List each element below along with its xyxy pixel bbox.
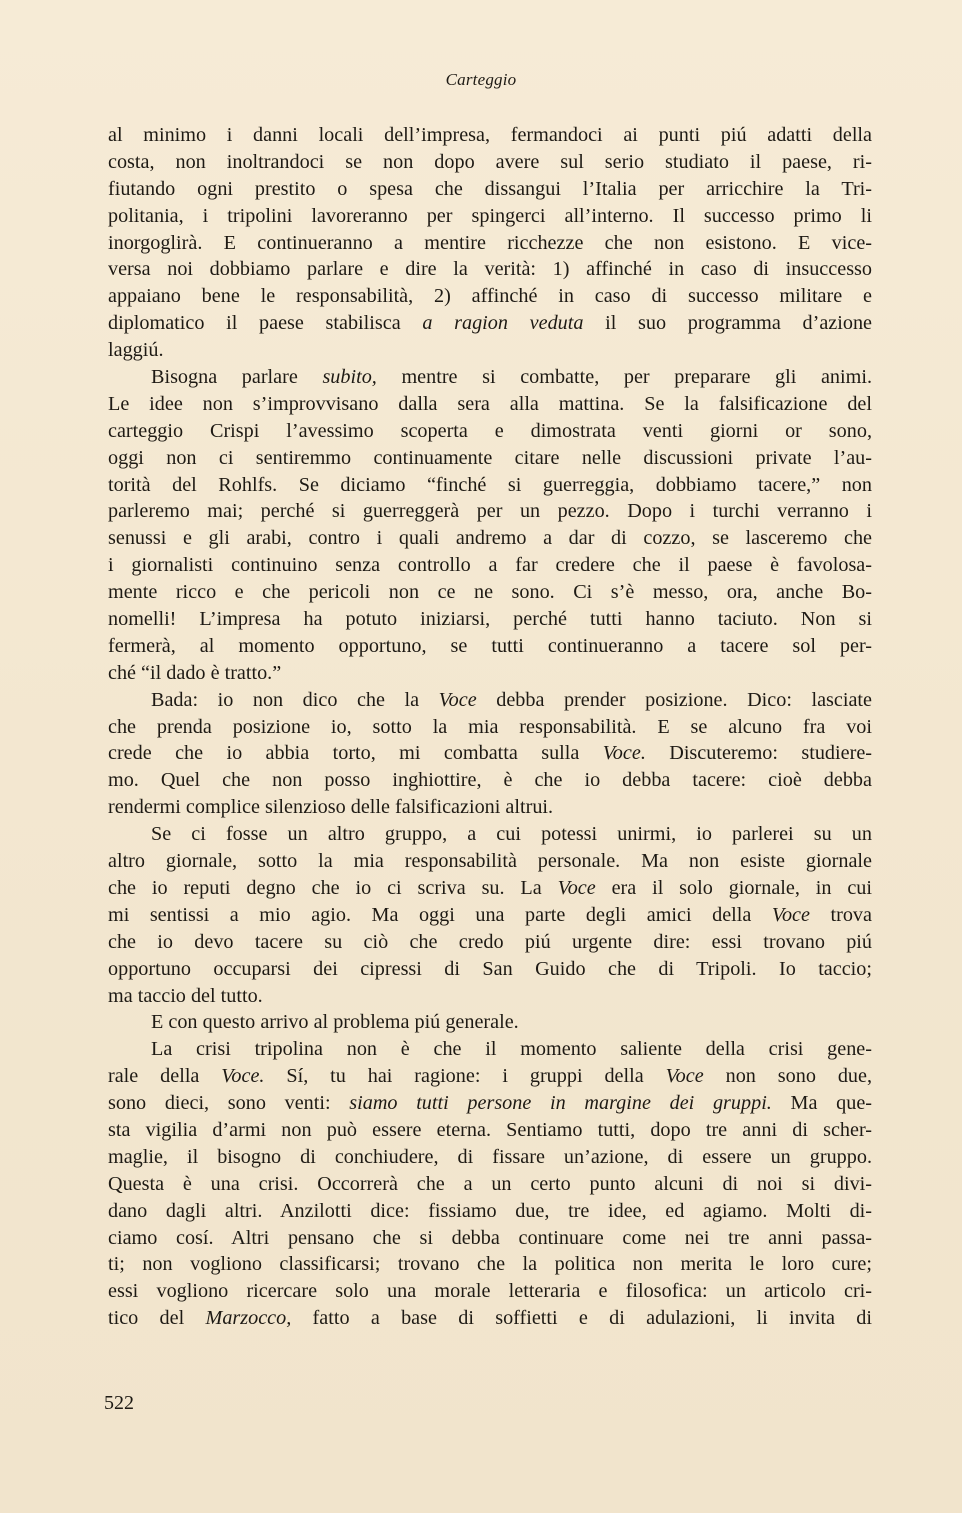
- text-segment: diplomatico il paese stabilisca: [108, 312, 423, 335]
- text-line: [108, 283, 872, 310]
- text-segment: che prenda posizione io, sotto la mia responsabilità. E se alcuno fra voi: [108, 715, 872, 738]
- text-line: [108, 391, 872, 418]
- text-segment: mente ricco e che pericoli non ce ne sono. Ci s’è messo, ora, anche Bo-: [108, 581, 872, 604]
- text-line: [108, 579, 872, 606]
- text-line: [108, 606, 872, 633]
- text-segment: fatto a base di soffietti e di adulazioni, li invita di: [291, 1307, 872, 1330]
- text-line: [108, 310, 872, 337]
- text-segment: Ma que-: [771, 1092, 873, 1115]
- text-segment: ciamo cosí. Altri pensano che si debba continuare come nei tre anni passa-: [108, 1226, 872, 1249]
- text-segment: costa, non inoltrandoci se non dopo avere sul serio studiato il paese, ri-: [108, 150, 872, 173]
- text-line: [108, 1225, 872, 1252]
- text-line: [108, 1063, 872, 1090]
- text-line: [108, 1036, 872, 1063]
- text-segment: ma taccio del tutto.: [108, 984, 263, 1007]
- text-segment: il suo programma d’azione: [583, 312, 873, 335]
- text-segment: che io devo tacere su ciò che credo piú urgente dire: essi trovano piú: [108, 930, 872, 953]
- text-segment: rendermi complice silenzioso delle falsificazioni altrui.: [108, 796, 554, 819]
- running-head: Carteggio: [445, 70, 517, 89]
- text-segment: mentre si combatte, per preparare gli animi.: [376, 366, 872, 389]
- text-segment: rale della: [108, 1065, 222, 1088]
- text-line: [108, 149, 872, 176]
- text-segment: Le idee non s’improvvisano dalla sera alla mattina. Se la falsificazione del: [108, 392, 872, 415]
- text-segment: debba prender posizione. Dico: lasciate: [476, 688, 872, 711]
- text-segment: carteggio Crispi l’avessimo scoperta e dimostrata venti giorni or sono,: [108, 419, 872, 442]
- text-line: [108, 364, 872, 391]
- italic-text: siamo tutti persone in margine dei gruppi.: [349, 1092, 772, 1115]
- text-line: [108, 956, 872, 983]
- text-line: [108, 472, 872, 499]
- text-segment: crede che io abbia torto, mi combatta sulla: [108, 742, 603, 765]
- text-segment: ché “il dado è tratto.”: [108, 661, 282, 684]
- text-segment: altro giornale, sotto la mia responsabilità personale. Ma non esiste giornale: [108, 850, 872, 873]
- text-line: [108, 794, 872, 821]
- text-line: [108, 1144, 872, 1171]
- text-line: [108, 660, 872, 687]
- text-line: [108, 256, 872, 283]
- text-line: [108, 1009, 872, 1036]
- text-segment: laggiú.: [108, 339, 164, 362]
- text-segment: mi sentissi a mio agio. Ma oggi una parte degli amici della: [108, 903, 772, 926]
- text-segment: inorgoglirà. E continueranno a mentire ricchezze che non esistono. E vice-: [108, 231, 872, 254]
- text-segment: La crisi tripolina non è che il momento saliente della crisi gene-: [151, 1038, 872, 1061]
- text-segment: mo. Quel che non posso inghiottire, è che io debba tacere: cioè debba: [108, 769, 872, 792]
- italic-text: subito,: [322, 366, 377, 389]
- body-text: [108, 122, 872, 1332]
- text-line: [108, 498, 872, 525]
- text-line: [108, 714, 872, 741]
- text-line: [108, 203, 872, 230]
- text-segment: parleremo mai; perché si guerreggerà per un pezzo. Dopo i turchi verranno i: [108, 500, 872, 523]
- text-segment: senussi e gli arabi, contro i quali andremo a dar di cozzo, se lasceremo che: [108, 527, 872, 550]
- text-line: [108, 337, 872, 364]
- text-segment: Bada: io non dico che la: [151, 688, 439, 711]
- text-segment: E con questo arrivo al problema piú generale.: [151, 1011, 519, 1034]
- page-number: 522: [104, 1392, 134, 1414]
- text-segment: trova: [809, 903, 872, 926]
- italic-text: a ragion veduta: [422, 312, 584, 335]
- text-segment: fiutando ogni prestito o spesa che dissangui l’Italia per arricchire la Tri-: [108, 177, 872, 200]
- italic-text: Voce: [771, 903, 810, 926]
- italic-text: Voce.: [602, 742, 646, 765]
- text-line: [108, 740, 872, 767]
- text-segment: maglie, il bisogno di conchiudere, di fissare un’azione, di essere un gruppo.: [108, 1145, 872, 1168]
- text-segment: non sono due,: [703, 1065, 873, 1088]
- text-line: [108, 230, 872, 257]
- text-line: [108, 418, 872, 445]
- text-line: [108, 902, 872, 929]
- text-line: [108, 687, 872, 714]
- text-line: [108, 1171, 872, 1198]
- text-line: [108, 875, 872, 902]
- text-line: [108, 552, 872, 579]
- text-line: [108, 1090, 872, 1117]
- text-segment: essi vogliono ricercare solo una morale letteraria e filosofica: un articolo cri-: [108, 1280, 872, 1303]
- text-segment: tico del: [108, 1307, 206, 1330]
- text-segment: Se ci fosse un altro gruppo, a cui potessi unirmi, io parlerei su un: [151, 823, 872, 846]
- text-segment: versa noi dobbiamo parlare e dire la verità: 1) affinché in caso di insuccesso: [108, 258, 872, 281]
- text-segment: che io reputi degno che io ci scriva su. La: [108, 876, 558, 899]
- text-segment: nomelli! L’impresa ha potuto iniziarsi, perché tutti hanno taciuto. Non si: [108, 608, 872, 631]
- text-line: [108, 525, 872, 552]
- italic-text: Voce: [438, 688, 477, 711]
- text-line: [108, 929, 872, 956]
- text-line: [108, 767, 872, 794]
- text-segment: sta vigilia d’armi non può essere eterna. Sentiamo tutti, dopo tre anni di scher-: [108, 1118, 872, 1141]
- text-segment: i giornalisti continuino senza controllo a far credere che il paese è favolosa-: [108, 554, 872, 577]
- italic-text: Marzocco,: [205, 1307, 292, 1330]
- text-line: [108, 1251, 872, 1278]
- text-segment: fermerà, al momento opportuno, se tutti continueranno a tacere sol per-: [108, 634, 872, 657]
- text-line: [108, 1198, 872, 1225]
- text-segment: sono dieci, sono venti:: [108, 1092, 350, 1115]
- text-line: [108, 821, 872, 848]
- text-segment: torità del Rohlfs. Se diciamo “finché si guerreggia, dobbiamo tacere,” non: [108, 473, 872, 496]
- text-line: [108, 983, 872, 1010]
- text-segment: Questa è una crisi. Occorrerà che a un certo punto alcuni di noi si divi-: [108, 1172, 872, 1195]
- text-segment: al minimo i danni locali dell’impresa, fermandoci ai punti piú adatti della: [108, 124, 872, 146]
- text-segment: era il solo giornale, in cui: [595, 876, 872, 899]
- text-line: [108, 1278, 872, 1305]
- text-line: [108, 1305, 872, 1332]
- text-segment: Discuteremo: studiere-: [645, 742, 872, 765]
- text-segment: Bisogna parlare: [151, 366, 323, 389]
- text-segment: opportuno occuparsi dei cipressi di San Guido che di Tripoli. Io taccio;: [108, 957, 872, 980]
- text-line: [108, 445, 872, 472]
- text-segment: dano dagli altri. Anzilotti dice: fissiamo due, tre idee, ed agiamo. Molti di-: [108, 1199, 872, 1222]
- text-line: [108, 122, 872, 149]
- text-segment: appaiano bene le responsabilità, 2) affinché in caso di successo militare e: [108, 285, 872, 308]
- text-line: [108, 176, 872, 203]
- italic-text: Voce.: [221, 1065, 265, 1088]
- text-line: [108, 633, 872, 660]
- text-line: [108, 1117, 872, 1144]
- text-segment: politania, i tripolini lavoreranno per spingerci all’interno. Il successo primo li: [108, 204, 872, 227]
- italic-text: Voce: [557, 876, 596, 899]
- text-line: [108, 848, 872, 875]
- text-segment: ti; non vogliono classificarsi; trovano che la politica non merita le loro cure;: [108, 1253, 872, 1276]
- text-segment: oggi non ci sentiremmo continuamente citare nelle discussioni private l’au-: [108, 446, 872, 469]
- italic-text: Voce: [665, 1065, 704, 1088]
- text-segment: Sí, tu hai ragione: i gruppi della: [264, 1065, 666, 1088]
